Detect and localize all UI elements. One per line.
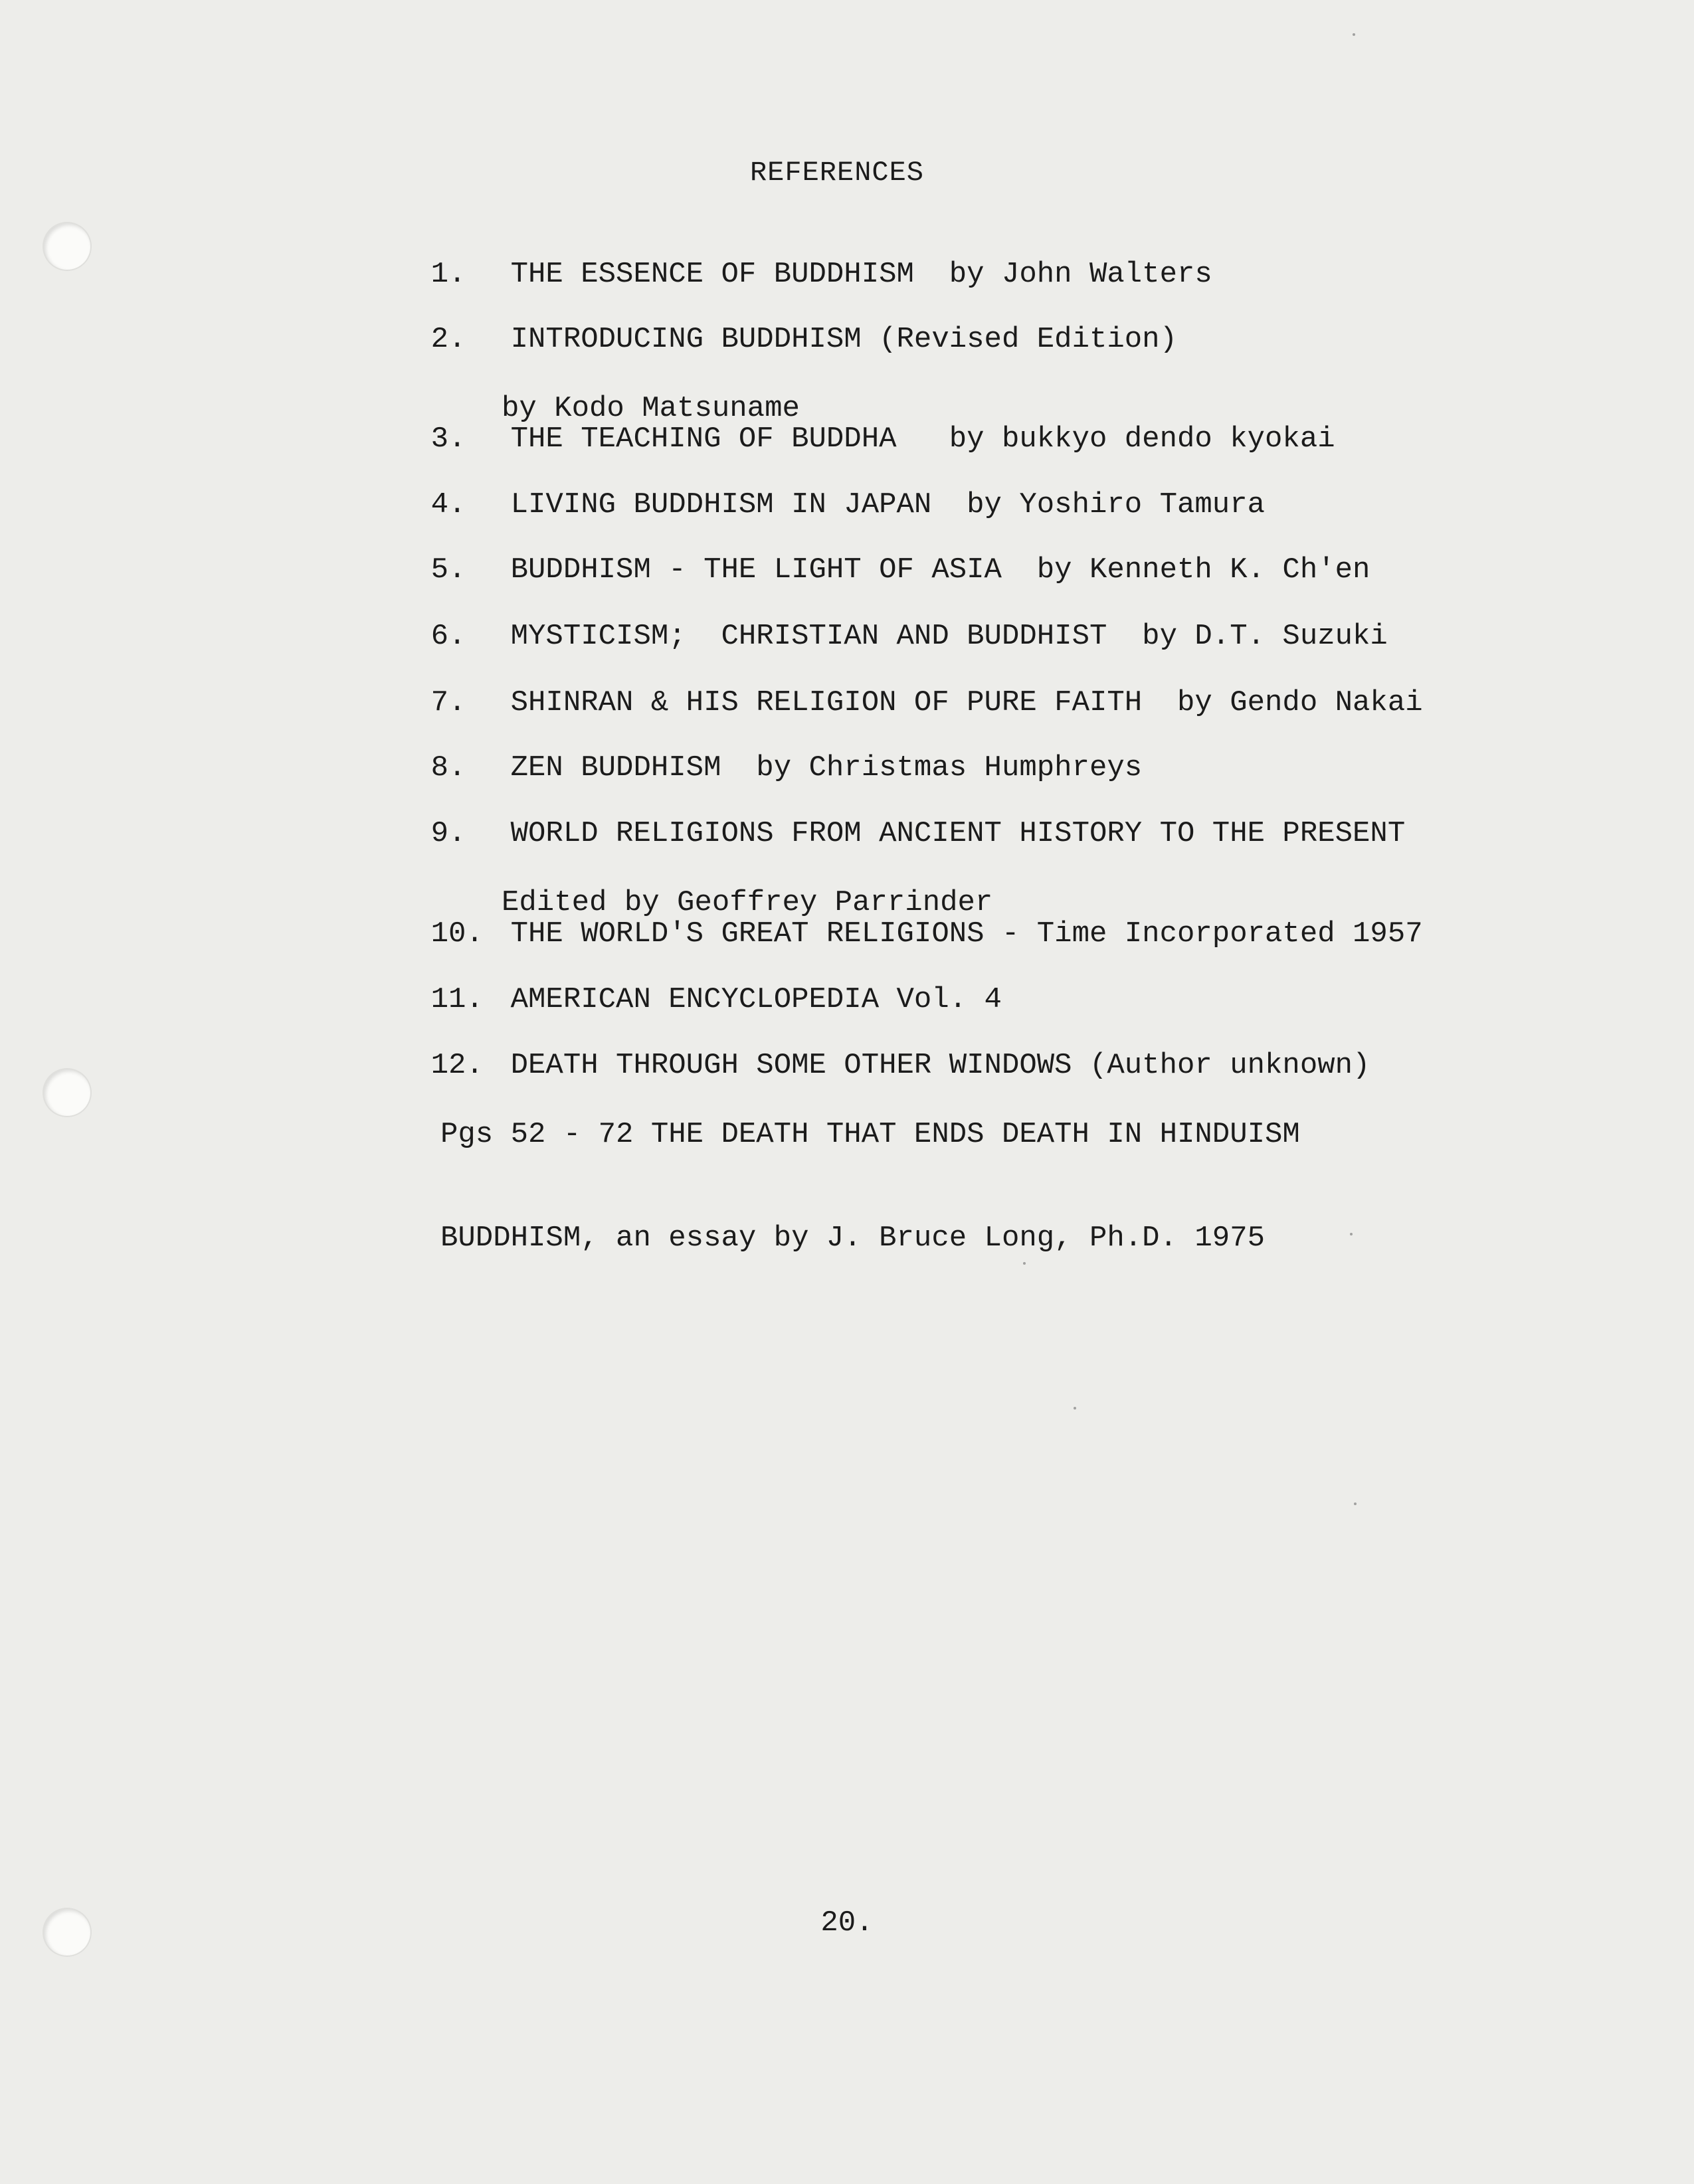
reference-text: THE ESSENCE OF BUDDHISM by John Walters [510,258,1212,291]
reference-number: 2. [430,323,466,356]
scan-speck [1350,1233,1353,1235]
reference-number: 9. [430,817,466,850]
reference-text: LIVING BUDDHISM IN JAPAN by Yoshiro Tamura [510,488,1266,521]
reference-text: AMERICAN ENCYCLOPEDIA Vol. 4 [510,983,1002,1016]
binder-hole-top [44,223,90,270]
reference-text-continued: Edited by Geoffrey Parrinder [502,886,993,919]
reference-text: WORLD RELIGIONS FROM ANCIENT HISTORY TO THE PRESENT [510,817,1406,850]
scan-speck [1354,1502,1357,1505]
reference-number: 10. [430,917,484,951]
reference-text: ZEN BUDDHISM by Christmas Humphreys [510,751,1143,784]
reference-text-continued: Pgs 52 - 72 THE DEATH THAT ENDS DEATH IN HINDUISM [440,1118,1300,1151]
scan-speck [1023,1262,1026,1265]
binder-hole-middle [44,1069,90,1116]
scan-speck [1074,1407,1076,1410]
reference-text: SHINRAN & HIS RELIGION OF PURE FAITH by Gendo Nakai [510,686,1423,719]
reference-number: 11. [430,983,484,1016]
reference-text: INTRODUCING BUDDHISM (Revised Edition) [510,323,1177,356]
reference-number: 1. [430,258,466,291]
reference-text: BUDDHISM - THE LIGHT OF ASIA by Kenneth K. Ch'en [510,553,1370,587]
reference-number: 12. [430,1049,484,1082]
reference-text: DEATH THROUGH SOME OTHER WINDOWS (Author unknown) [510,1049,1370,1082]
page-title: REFERENCES [749,157,925,189]
scan-speck [1353,33,1355,36]
reference-text: MYSTICISM; CHRISTIAN AND BUDDHIST by D.T. Suzuki [510,620,1388,653]
reference-text-continued: BUDDHISM, an essay by J. Bruce Long, Ph.D. 1975 [440,1222,1266,1255]
page-number: 20. [820,1906,874,1940]
reference-number: 7. [430,686,466,719]
reference-item-12 [361,1014,1370,1324]
reference-text: THE TEACHING OF BUDDHA by bukkyo dendo kyokai [510,422,1335,456]
reference-number: 5. [430,553,466,587]
reference-number: 4. [430,488,466,521]
reference-text-continued: by Kodo Matsuname [502,392,800,425]
reference-text: THE WORLD'S GREAT RELIGIONS - Time Incorporated 1957 [510,917,1423,951]
reference-number: 8. [430,751,466,784]
reference-number: 3. [430,422,466,456]
reference-number: 6. [430,620,466,653]
